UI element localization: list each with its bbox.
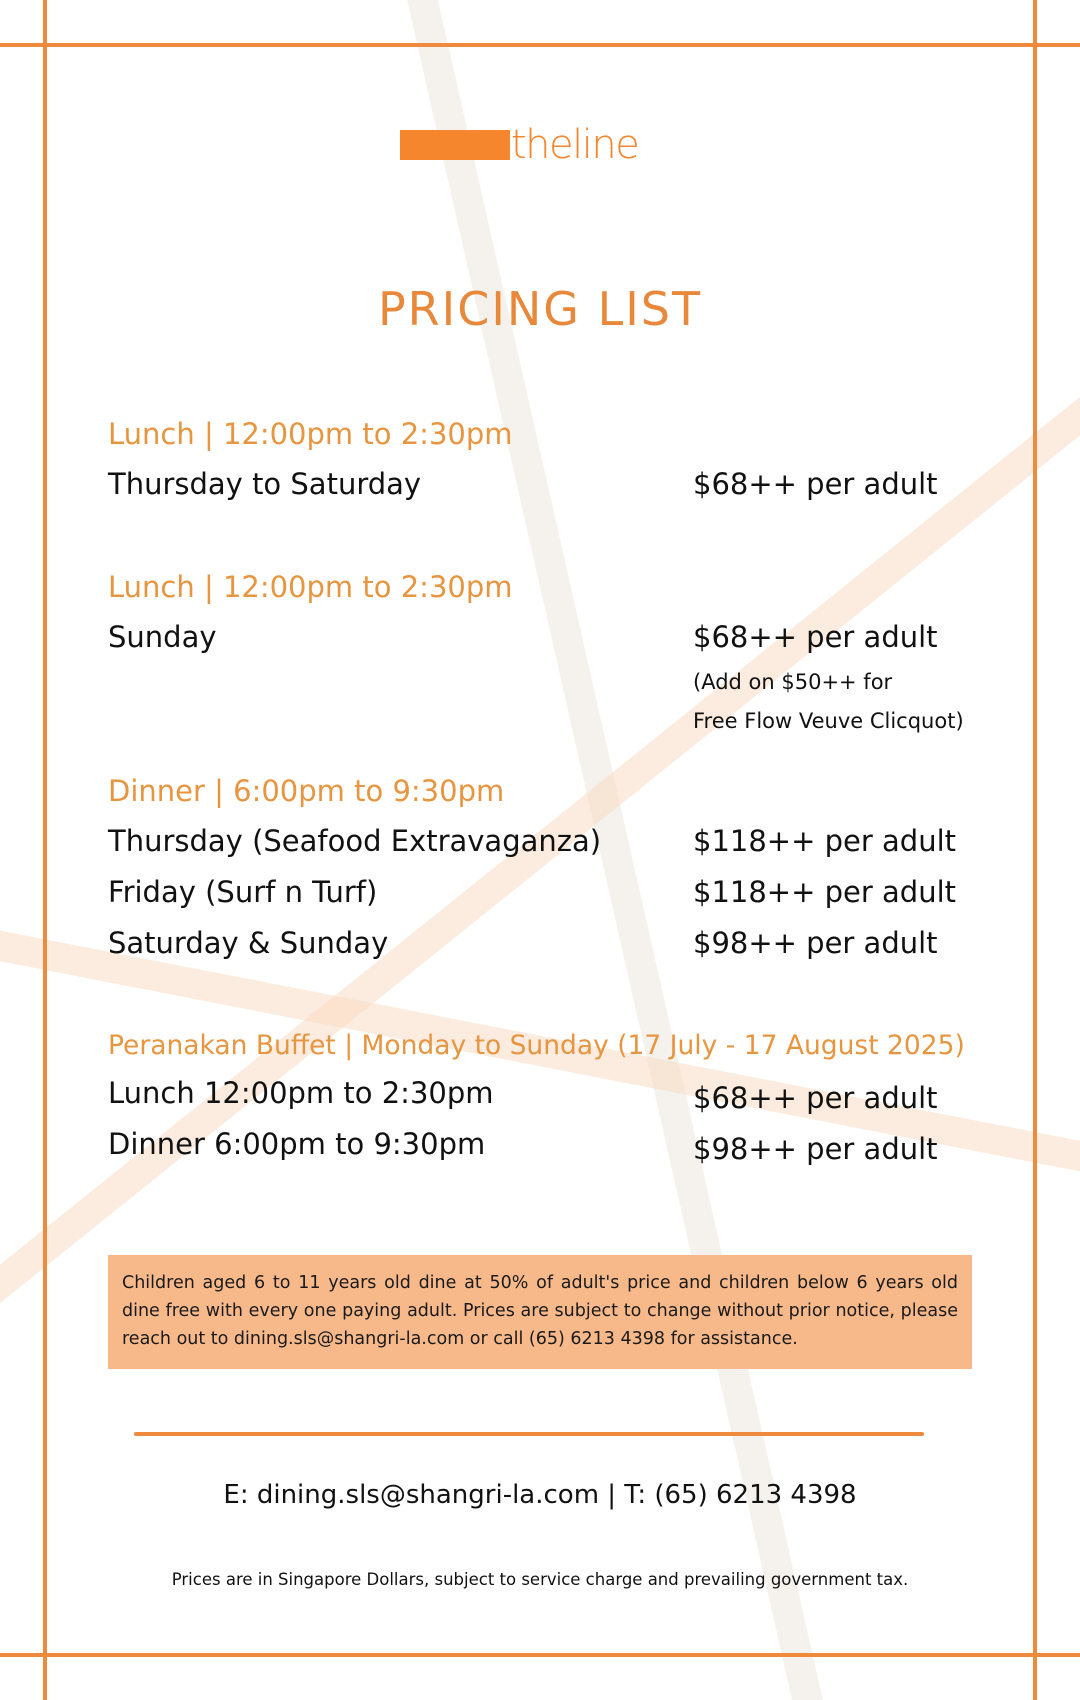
frame-top-line	[0, 43, 1080, 47]
frame-left-line	[43, 0, 47, 1700]
row-price: $118++ per adult	[693, 875, 956, 909]
logo-bar-mark	[400, 130, 510, 160]
row-price: $68++ per adult	[693, 1081, 938, 1115]
brand-logo	[400, 122, 639, 168]
section-divider	[134, 1432, 924, 1436]
row-label: Sunday	[108, 620, 217, 654]
row-price: $118++ per adult	[693, 824, 956, 858]
page-title: PRICING LIST	[377, 282, 703, 336]
children-pricing-notice: Children aged 6 to 11 years old dine at 50% of adult's price and children below 6 years old dine free with every one paying adult. Prices are subject to change without prior notice, please reach out to dining.sls@shangri-la.com or call (65) 6213 4398 for assistance.	[108, 1255, 972, 1369]
currency-disclaimer: Prices are in Singapore Dollars, subject to service charge and prevailing government tax.	[171, 1570, 909, 1589]
row-label: Thursday (Seafood Extravaganza)	[108, 824, 602, 858]
section-heading-lunch-thu-sat: Lunch | 12:00pm to 2:30pm	[108, 417, 513, 451]
frame-right-line	[1033, 0, 1037, 1700]
row-label: Saturday & Sunday	[108, 926, 389, 960]
row-price: $98++ per adult	[693, 1132, 938, 1166]
section-heading-dinner: Dinner | 6:00pm to 9:30pm	[108, 774, 505, 808]
row-label: Thursday to Saturday	[108, 467, 422, 501]
row-price: $68++ per adult	[693, 467, 938, 501]
row-price: $68++ per adult	[693, 620, 938, 654]
contact-info: E: dining.sls@shangri-la.com | T: (65) 6213 4398	[223, 1480, 857, 1510]
row-label: Lunch 12:00pm to 2:30pm	[108, 1076, 494, 1110]
section-heading-peranakan-buffet: Peranakan Buffet | Monday to Sunday (17 July - 17 August 2025)	[108, 1030, 965, 1061]
row-label: Friday (Surf n Turf)	[108, 875, 378, 909]
section-heading-lunch-sunday: Lunch | 12:00pm to 2:30pm	[108, 570, 513, 604]
logo-text: theline	[511, 122, 639, 168]
addon-note-line: (Add on $50++ for	[693, 670, 893, 694]
addon-note-line: Free Flow Veuve Clicquot)	[693, 709, 964, 733]
row-label: Dinner 6:00pm to 9:30pm	[108, 1127, 486, 1161]
frame-bottom-line	[0, 1653, 1080, 1657]
row-price: $98++ per adult	[693, 926, 938, 960]
